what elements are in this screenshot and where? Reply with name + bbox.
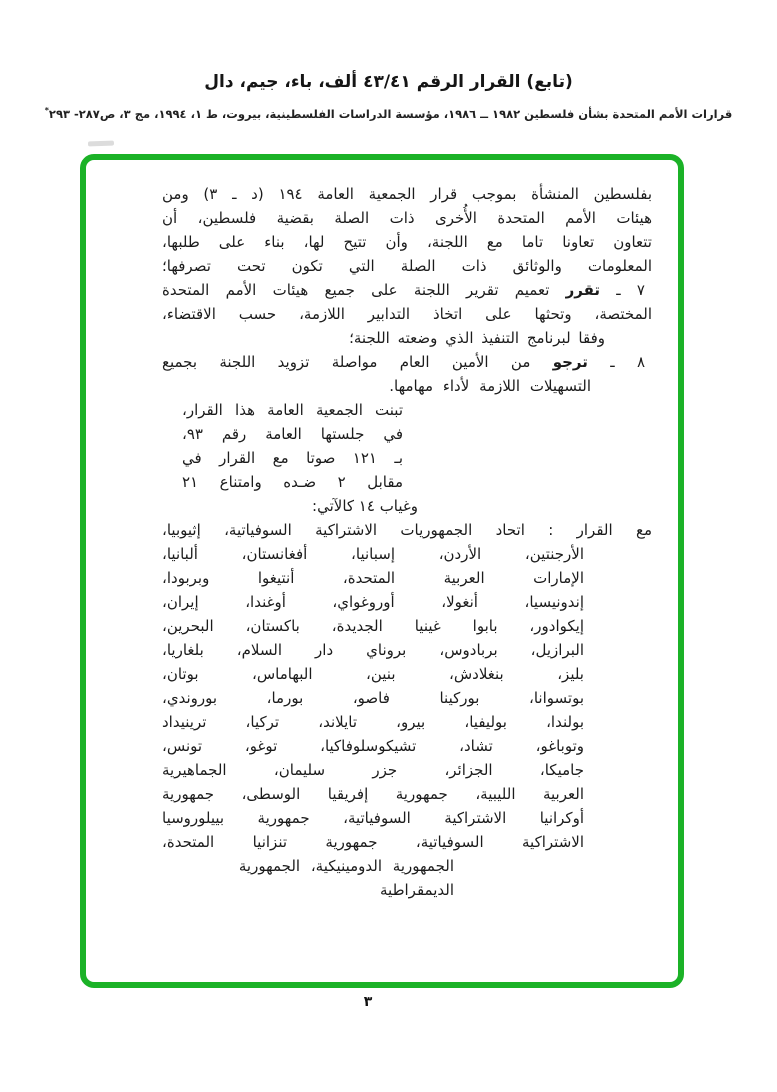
vote-country-list-line: العربية الليبية، جمهورية إفريقيا الوسطى، جمهورية bbox=[162, 785, 584, 803]
vote-country-list-text: اتحاد الجمهوريات الاشتراكية السوفياتية، إثيوبيا، bbox=[162, 521, 525, 539]
document-title: (تابع) القرار الرقم ٤٣/٤١ ألف، باء، جيم، دال bbox=[204, 72, 573, 92]
vote-country-list-line: الجمهورية الدومينيكية، الجمهورية الديمقراطية bbox=[238, 857, 454, 899]
paragraph-text: من الأمين العام مواصلة تزويد اللجنة بجميع bbox=[162, 353, 553, 371]
adoption-note-line: في جلستها العامة رقم ٩٣، bbox=[182, 425, 403, 443]
adoption-note-line: وغياب ١٤ كالآتي: bbox=[312, 497, 418, 515]
footnote-mark: * bbox=[44, 106, 49, 115]
adoption-note-line: تبنت الجمعية العامة هذا القرار، bbox=[182, 401, 403, 419]
adoption-note-line: مقابل ٢ ضـده وامتناع ٢١ bbox=[182, 473, 403, 491]
adoption-note-line: بـ ١٢١ صوتا مع القرار في bbox=[182, 449, 403, 467]
vote-country-list-line: بليز، بنغلادش، بنين، البهاماس، بوتان، bbox=[162, 665, 584, 683]
vote-in-favour-first-line bbox=[162, 518, 652, 542]
page-number: ٣ bbox=[363, 994, 373, 1010]
vote-country-list-line: وتوباغو، تشاد، تشيكوسلوفاكيا، توغو، تونس، bbox=[162, 737, 584, 755]
operative-paragraph-8-line bbox=[162, 350, 652, 374]
paragraph-continuation-line: المعلومات والوثائق ذات الصلة التي تكون تحت تصرفها؛ bbox=[162, 257, 652, 275]
vote-country-list bbox=[162, 542, 584, 902]
vote-country-list-line: جاميكا، الجزائر، جزر سليمان، الجماهيرية bbox=[162, 761, 584, 779]
vote-in-favour-label: مع القرار : bbox=[524, 521, 652, 539]
paragraph-continuation-line: تتعاون تعاونا تاما مع اللجنة، وأن تتيح لها، بناء على طلبها، bbox=[162, 233, 652, 251]
operative-paragraph-7-line bbox=[162, 278, 652, 302]
scan-artifact bbox=[88, 141, 114, 147]
vote-country-list-line: أوكرانيا الاشتراكية السوفياتية، جمهورية بييلوروسيا bbox=[162, 809, 584, 827]
vote-country-list-line: إندونيسيا، أنغولا، أوروغواي، أوغندا، إيران، bbox=[162, 593, 584, 611]
resolution-text-block bbox=[86, 160, 678, 982]
operative-paragraph-8-line: التسهيلات اللازمة لأداء مهامها. bbox=[389, 377, 591, 395]
operative-keyword: تقرر bbox=[565, 281, 601, 299]
vote-country-list-line: بوتسوانا، بوركينا فاصو، بورما، بوروندي، bbox=[162, 689, 584, 707]
operative-paragraph-7-line: وفقا لبرنامج التنفيذ الذي وضعته اللجنة؛ bbox=[349, 329, 605, 347]
vote-country-list-line: بولندا، بوليفيا، بيرو، تايلاند، تركيا، ترينيداد bbox=[162, 713, 584, 731]
source-citation-text: قرارات الأمم المتحدة بشأن فلسطين ١٩٨٢ ــ ١٩٨٦، مؤسسة الدراسات الفلسطينية، بيروت، ط ١، ١٩٩٤، مج ٣، ص٢٨٧- ٢٩٣ bbox=[48, 106, 733, 121]
vote-country-list-line: إيكوادور، بابوا غينيا الجديدة، باكستان، البحرين، bbox=[162, 617, 584, 635]
vote-country-list-line: الإمارات العربية المتحدة، أنتيغوا وبربودا، bbox=[162, 569, 584, 587]
paragraph-number: ٨ ـ bbox=[587, 353, 645, 371]
vote-country-list-line: الاشتراكية السوفياتية، جمهورية تنزانيا المتحدة، bbox=[162, 833, 584, 851]
vote-country-list-line: البرازيل، بربادوس، بروناي دار السلام، بلغاريا، bbox=[162, 641, 584, 659]
adoption-note bbox=[182, 398, 418, 518]
paragraph-continuation-line: هيئات الأمم المتحدة الأُخرى ذات الصلة بقضية فلسطين، أن bbox=[162, 209, 652, 227]
vote-country-list-line: الأرجنتين، الأردن، إسبانيا، أفغانستان، ألبانيا، bbox=[162, 545, 584, 563]
paragraph-continuation-line: بفلسطين المنشأة بموجب قرار الجمعية العامة ١٩٤ (د ـ ٣) ومن bbox=[162, 185, 653, 203]
operative-keyword: ترجو bbox=[552, 353, 588, 371]
paragraph-text: تعميم تقرير اللجنة على جميع هيئات الأمم المتحدة bbox=[162, 281, 566, 299]
source-citation-line bbox=[0, 106, 777, 121]
green-border-frame bbox=[80, 154, 684, 988]
operative-paragraph-7-line: المختصة، وتحثها على اتخاذ التدابير اللازمة، حسب الاقتضاء، bbox=[162, 305, 652, 323]
paragraph-number: ٧ ـ bbox=[600, 281, 645, 299]
